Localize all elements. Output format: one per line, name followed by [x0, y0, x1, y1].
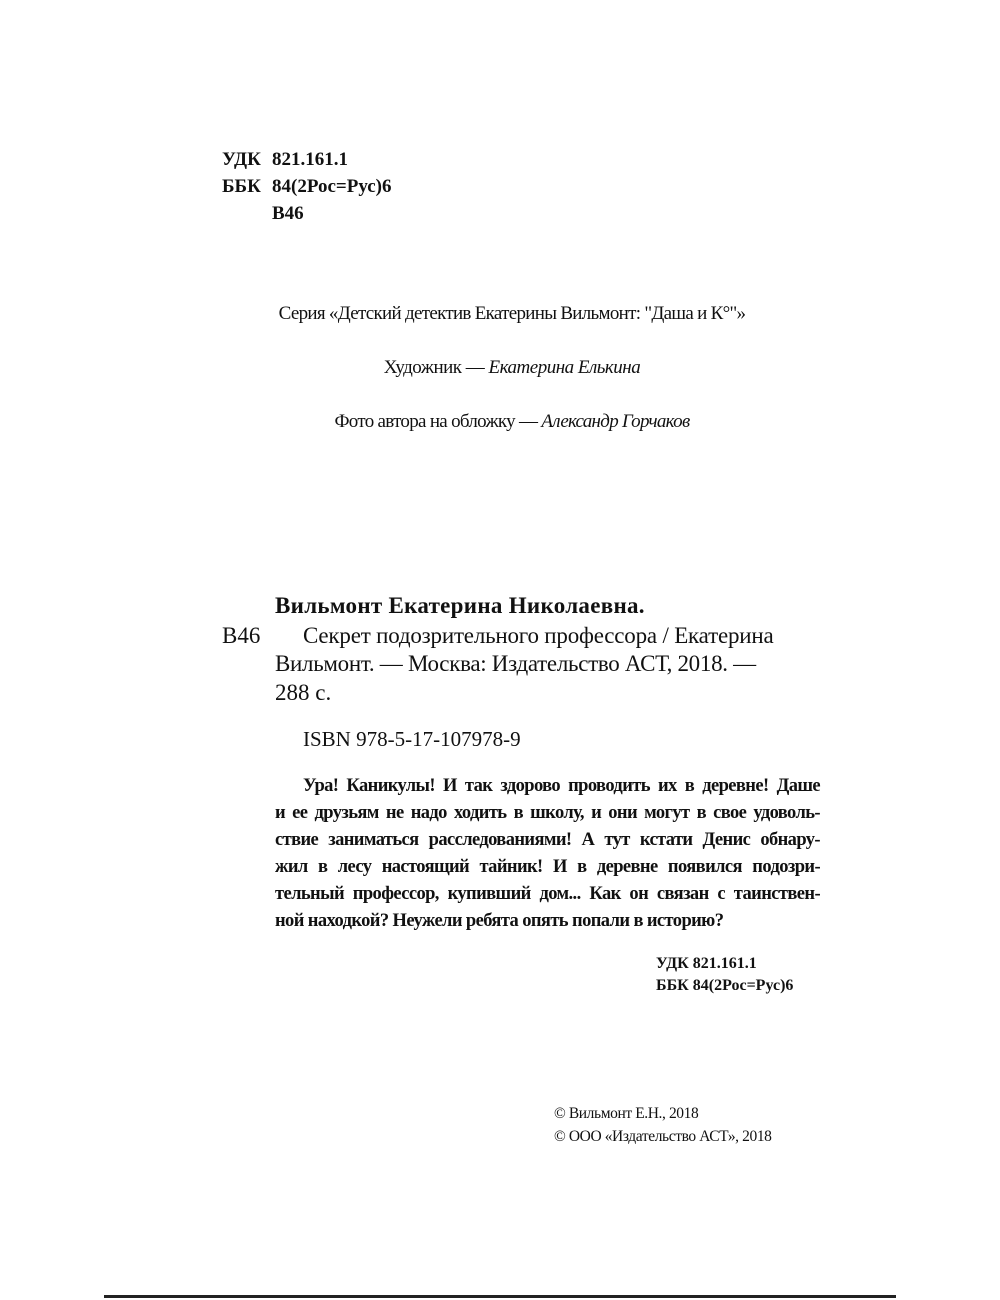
bbk-value: 84(2Рос=Рус)6 — [272, 176, 392, 197]
series-line: Серия «Детский детектив Екатерины Вильмонт: "Даша и К°"» — [278, 303, 746, 324]
author-mark-row — [222, 200, 392, 227]
bib-author-mark: В46 — [222, 623, 261, 648]
photo-line — [0, 411, 1000, 433]
photographer-name: Александр Горчаков — [541, 411, 690, 432]
bib-author: Вильмонт Екатерина Николаевна. — [275, 593, 645, 618]
bbk-row — [222, 173, 392, 200]
annotation-line: ной находкой? Неужели ребята опять попали в историю? — [275, 911, 724, 931]
footer-codes — [656, 953, 793, 997]
udk-row — [222, 146, 392, 173]
photo-label: Фото автора на обложку — — [334, 411, 542, 432]
classification-codes — [222, 146, 392, 227]
illustrator-line — [0, 357, 1000, 379]
annotation-line: Ура! Каникулы! И так здорово проводить их в деревне! Даше — [303, 776, 820, 796]
page-bottom-rule — [104, 1295, 896, 1298]
bib-title-line: Секрет подозрительного профессора / Екатерина — [303, 623, 774, 648]
annotation-line: и ее друзьям не надо ходить в школу, и они могут в свое удоволь- — [275, 803, 820, 823]
copyright-publisher: © ООО «Издательство АСТ», 2018 — [554, 1128, 772, 1145]
bbk-label: ББК — [222, 176, 261, 197]
footer-udk: УДК 821.161.1 — [656, 955, 757, 972]
bib-pages: 288 с. — [275, 680, 332, 705]
udk-value: 821.161.1 — [272, 149, 348, 170]
bib-publisher-line: Вильмонт. — Москва: Издательство АСТ, 2018. — — [275, 651, 756, 676]
copyright-author: © Вильмонт Е.Н., 2018 — [554, 1105, 699, 1122]
illustrator-name: Екатерина Елькина — [488, 357, 641, 378]
illustrator-label: Художник — — [383, 357, 489, 378]
isbn: ISBN 978-5-17-107978-9 — [303, 727, 521, 751]
udk-label: УДК — [222, 149, 261, 170]
annotation-line: жил в лесу настоящий тайник! И в деревне появился подозри- — [275, 857, 820, 877]
footer-bbk: ББК 84(2Рос=Рус)6 — [656, 977, 794, 994]
annotation-line: тельный профессор, купивший дом... Как он связан с таинствен- — [275, 884, 820, 904]
author-mark: В46 — [272, 203, 304, 224]
annotation-line: ствие заниматься расследованиями! А тут кстати Денис обнару- — [275, 830, 820, 850]
copyright — [554, 1102, 772, 1148]
annotation — [275, 773, 820, 935]
